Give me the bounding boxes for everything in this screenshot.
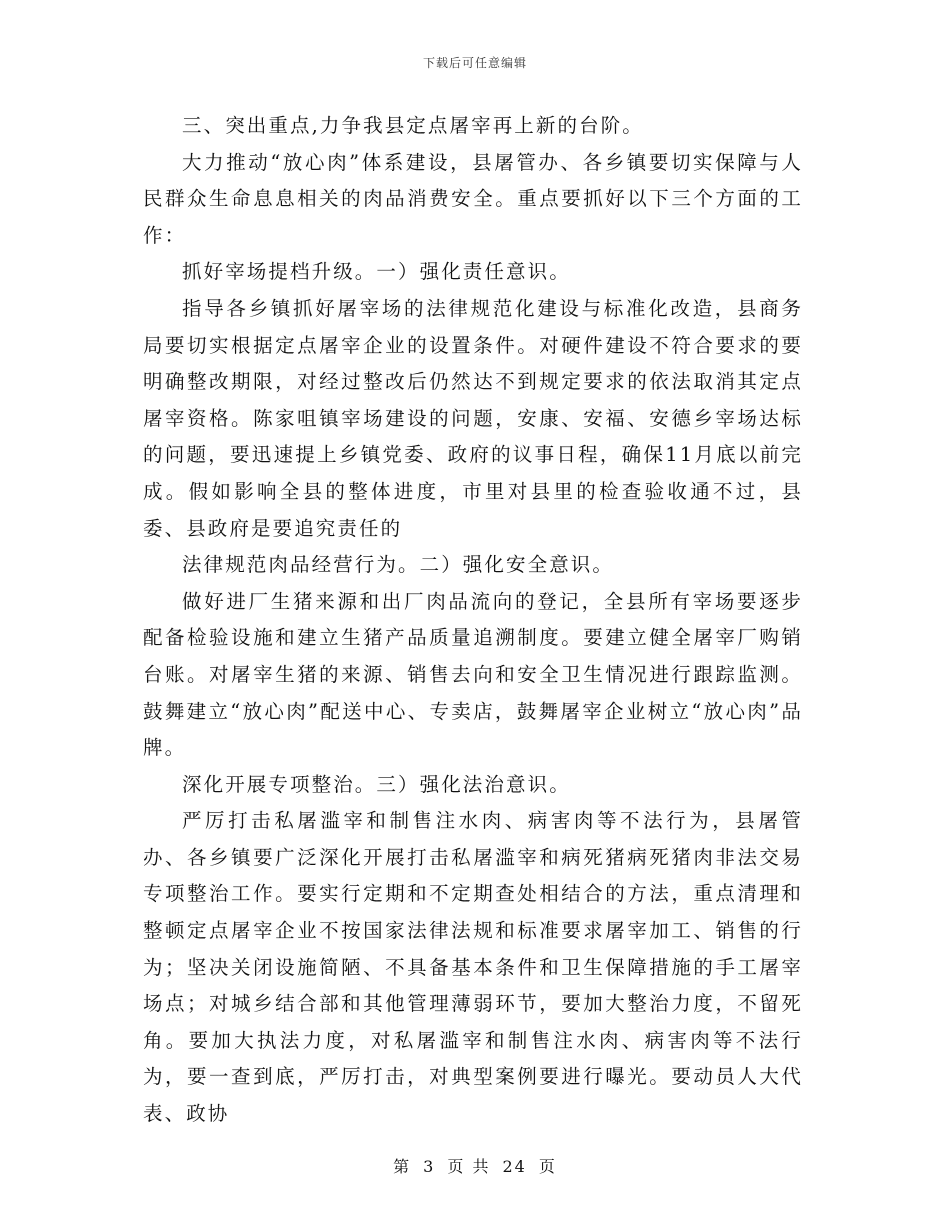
footer-middle: 页 共: [447, 1157, 491, 1176]
body-paragraph: 做好进厂生猪来源和出厂肉品流向的登记，全县所有宰场要逐步配备检验设施和建立生猪产品质量追溯制度。要建立健全屠宰厂购销台账。对屠宰生猪的来源、销售去向和安全卫生情况进行跟踪监测。鼓舞建立“放心肉”配送中心、专卖店，鼓舞屠宰企业树立“放心肉”品牌。: [143, 589, 803, 760]
subsection-heading: 抓好宰场提档升级。一）强化责任意识。: [182, 260, 571, 284]
document-body: [143, 108, 803, 1133]
section-heading: 三、突出重点,力争我县定点屠宰再上新的台阶。: [182, 114, 644, 137]
page-number: 3: [423, 1157, 436, 1176]
footer-suffix: 页: [538, 1157, 557, 1176]
total-pages: 24: [502, 1157, 527, 1176]
footer-prefix: 第: [393, 1157, 412, 1176]
body-paragraph: 严厉打击私屠滥宰和制售注水肉、病害肉等不法行为，县屠管办、各乡镇要广泛深化开展打击私屠滥宰和病死猪病死猪肉非法交易专项整治工作。要实行定期和不定期查处相结合的方法，重点清理和整顿定点屠宰企业不按国家法律法规和标准要求屠宰加工、销售的行为；坚决关闭设施简陋、不具备基本条件和卫生保障措施的手工屠宰场点；对城乡结合部和其他管理薄弱环节，要加大整治力度，不留死角。要加大执法力度，对私屠滥宰和制售注水肉、病害肉等不法行为，要一查到底，严厉打击，对典型案例要进行曝光。要动员人大代表、政协: [143, 809, 803, 1126]
page-header: 下载后可任意编辑: [422, 56, 527, 70]
subsection-heading: 法律规范肉品经营行为。二）强化安全意识。: [182, 553, 615, 577]
subsection-heading: 深化开展专项整治。三）强化法治意识。: [182, 772, 571, 796]
body-paragraph: 大力推动“放心肉”体系建设，县屠管办、各乡镇要切实保障与人民群众生命息息相关的肉品消费安全。重点要抓好以下三个方面的工作：: [143, 150, 803, 247]
body-paragraph: 指导各乡镇抓好屠宰场的法律规范化建设与标准化改造，县商务局要切实根据定点屠宰企业的设置条件。对硬件建设不符合要求的要明确整改期限，对经过整改后仍然达不到规定要求的依法取消其定点屠宰资格。陈家咀镇宰场建设的问题，安康、安福、安德乡宰场达标的问题，要迅速提上乡镇党委、政府的议事日程，确保11月底以前完成。假如影响全县的整体进度，市里对县里的检查验收通不过，县委、县政府是要追究责任的: [143, 296, 803, 540]
page-footer: [0, 1154, 950, 1177]
